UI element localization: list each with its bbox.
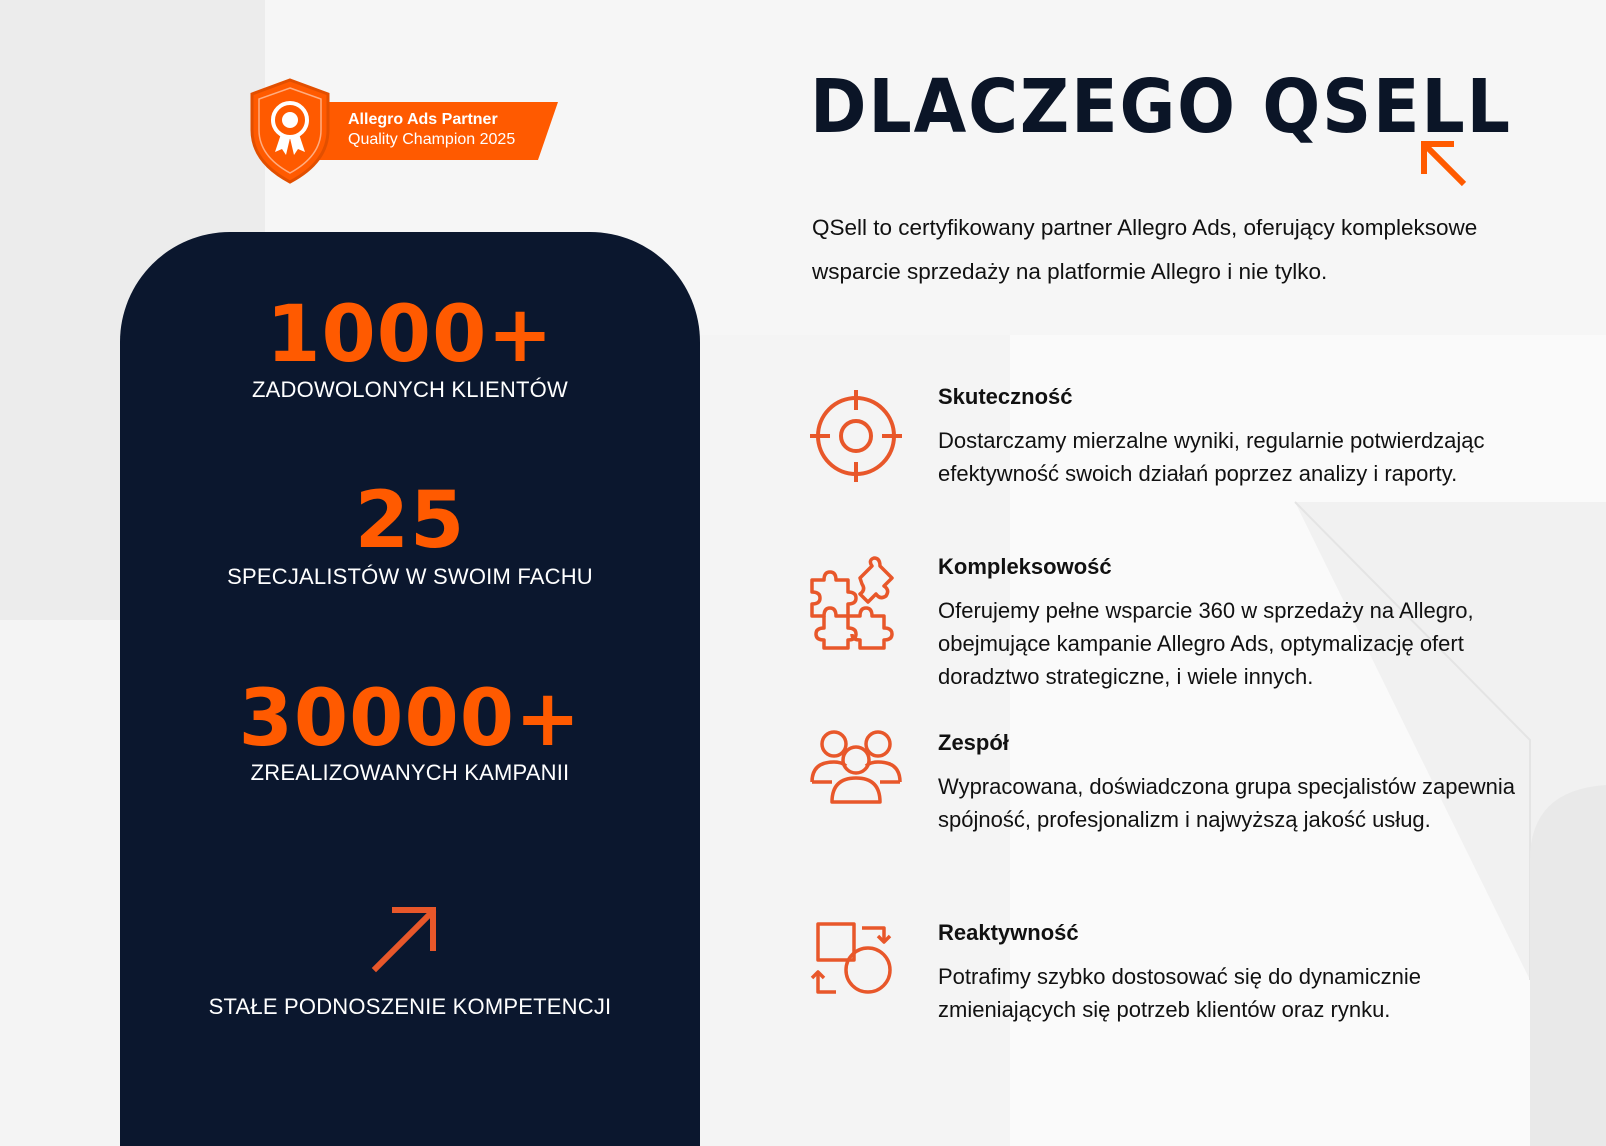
stat-label-specialists: SPECJALISTÓW W SWOIM FACHU <box>227 564 593 589</box>
feature-title: Reaktywność <box>938 920 1079 945</box>
target-icon <box>808 388 904 484</box>
badge-subtitle: Quality Champion 2025 <box>348 131 516 148</box>
stat-label-clients: ZADOWOLONYCH KLIENTÓW <box>252 377 568 402</box>
intro-text: QSell to certyfikowany partner Allegro Ads, oferujący kompleksowe wsparcie sprzedaży na platformie Allegro i nie tylko. <box>812 215 1478 284</box>
stat-number-clients: 1000+ <box>266 290 554 380</box>
page-title: DLACZEGO QSELL <box>810 64 1512 150</box>
stat-label-campaigns: ZREALIZOWANYCH KAMPANII <box>250 760 570 785</box>
team-icon <box>808 726 904 806</box>
puzzle-icon <box>808 556 904 652</box>
award-rosette-icon <box>248 78 332 184</box>
feature-title: Kompleksowość <box>938 554 1112 579</box>
feature-text: Oferujemy pełne wsparcie 360 w sprzedaży na Allegro, obejmujące kampanie Allegro Ads, optymalizację ofert doradztwo strategiczne, i wiele innych. <box>938 598 1474 689</box>
stat-number-specialists: 25 <box>354 476 466 566</box>
badge-title: Allegro Ads Partner <box>348 111 498 128</box>
stat-label-competence: STAŁE PODNOSZENIE KOMPETENCJI <box>208 994 612 1019</box>
feature-text: Dostarczamy mierzalne wyniki, regularnie potwierdzając efektywność swoich działań poprzez analizy i raporty. <box>938 428 1485 486</box>
stats-card <box>120 232 700 1146</box>
feature-text: Potrafimy szybko dostosować się do dynamicznie zmieniających się potrzeb klientów oraz rynku. <box>938 964 1421 1022</box>
shapes-refresh-icon <box>808 920 904 1000</box>
arrow-up-left-icon <box>1420 140 1468 188</box>
partner-badge <box>248 78 558 184</box>
arrow-up-right-icon <box>370 904 440 974</box>
feature-title: Zespół <box>938 730 1009 755</box>
stat-number-campaigns: 30000+ <box>238 674 582 764</box>
feature-text: Wypracowana, doświadczona grupa specjalistów zapewnia spójność, profesjonalizm i najwyższą jakość usług. <box>938 774 1516 832</box>
feature-title: Skuteczność <box>938 384 1073 409</box>
